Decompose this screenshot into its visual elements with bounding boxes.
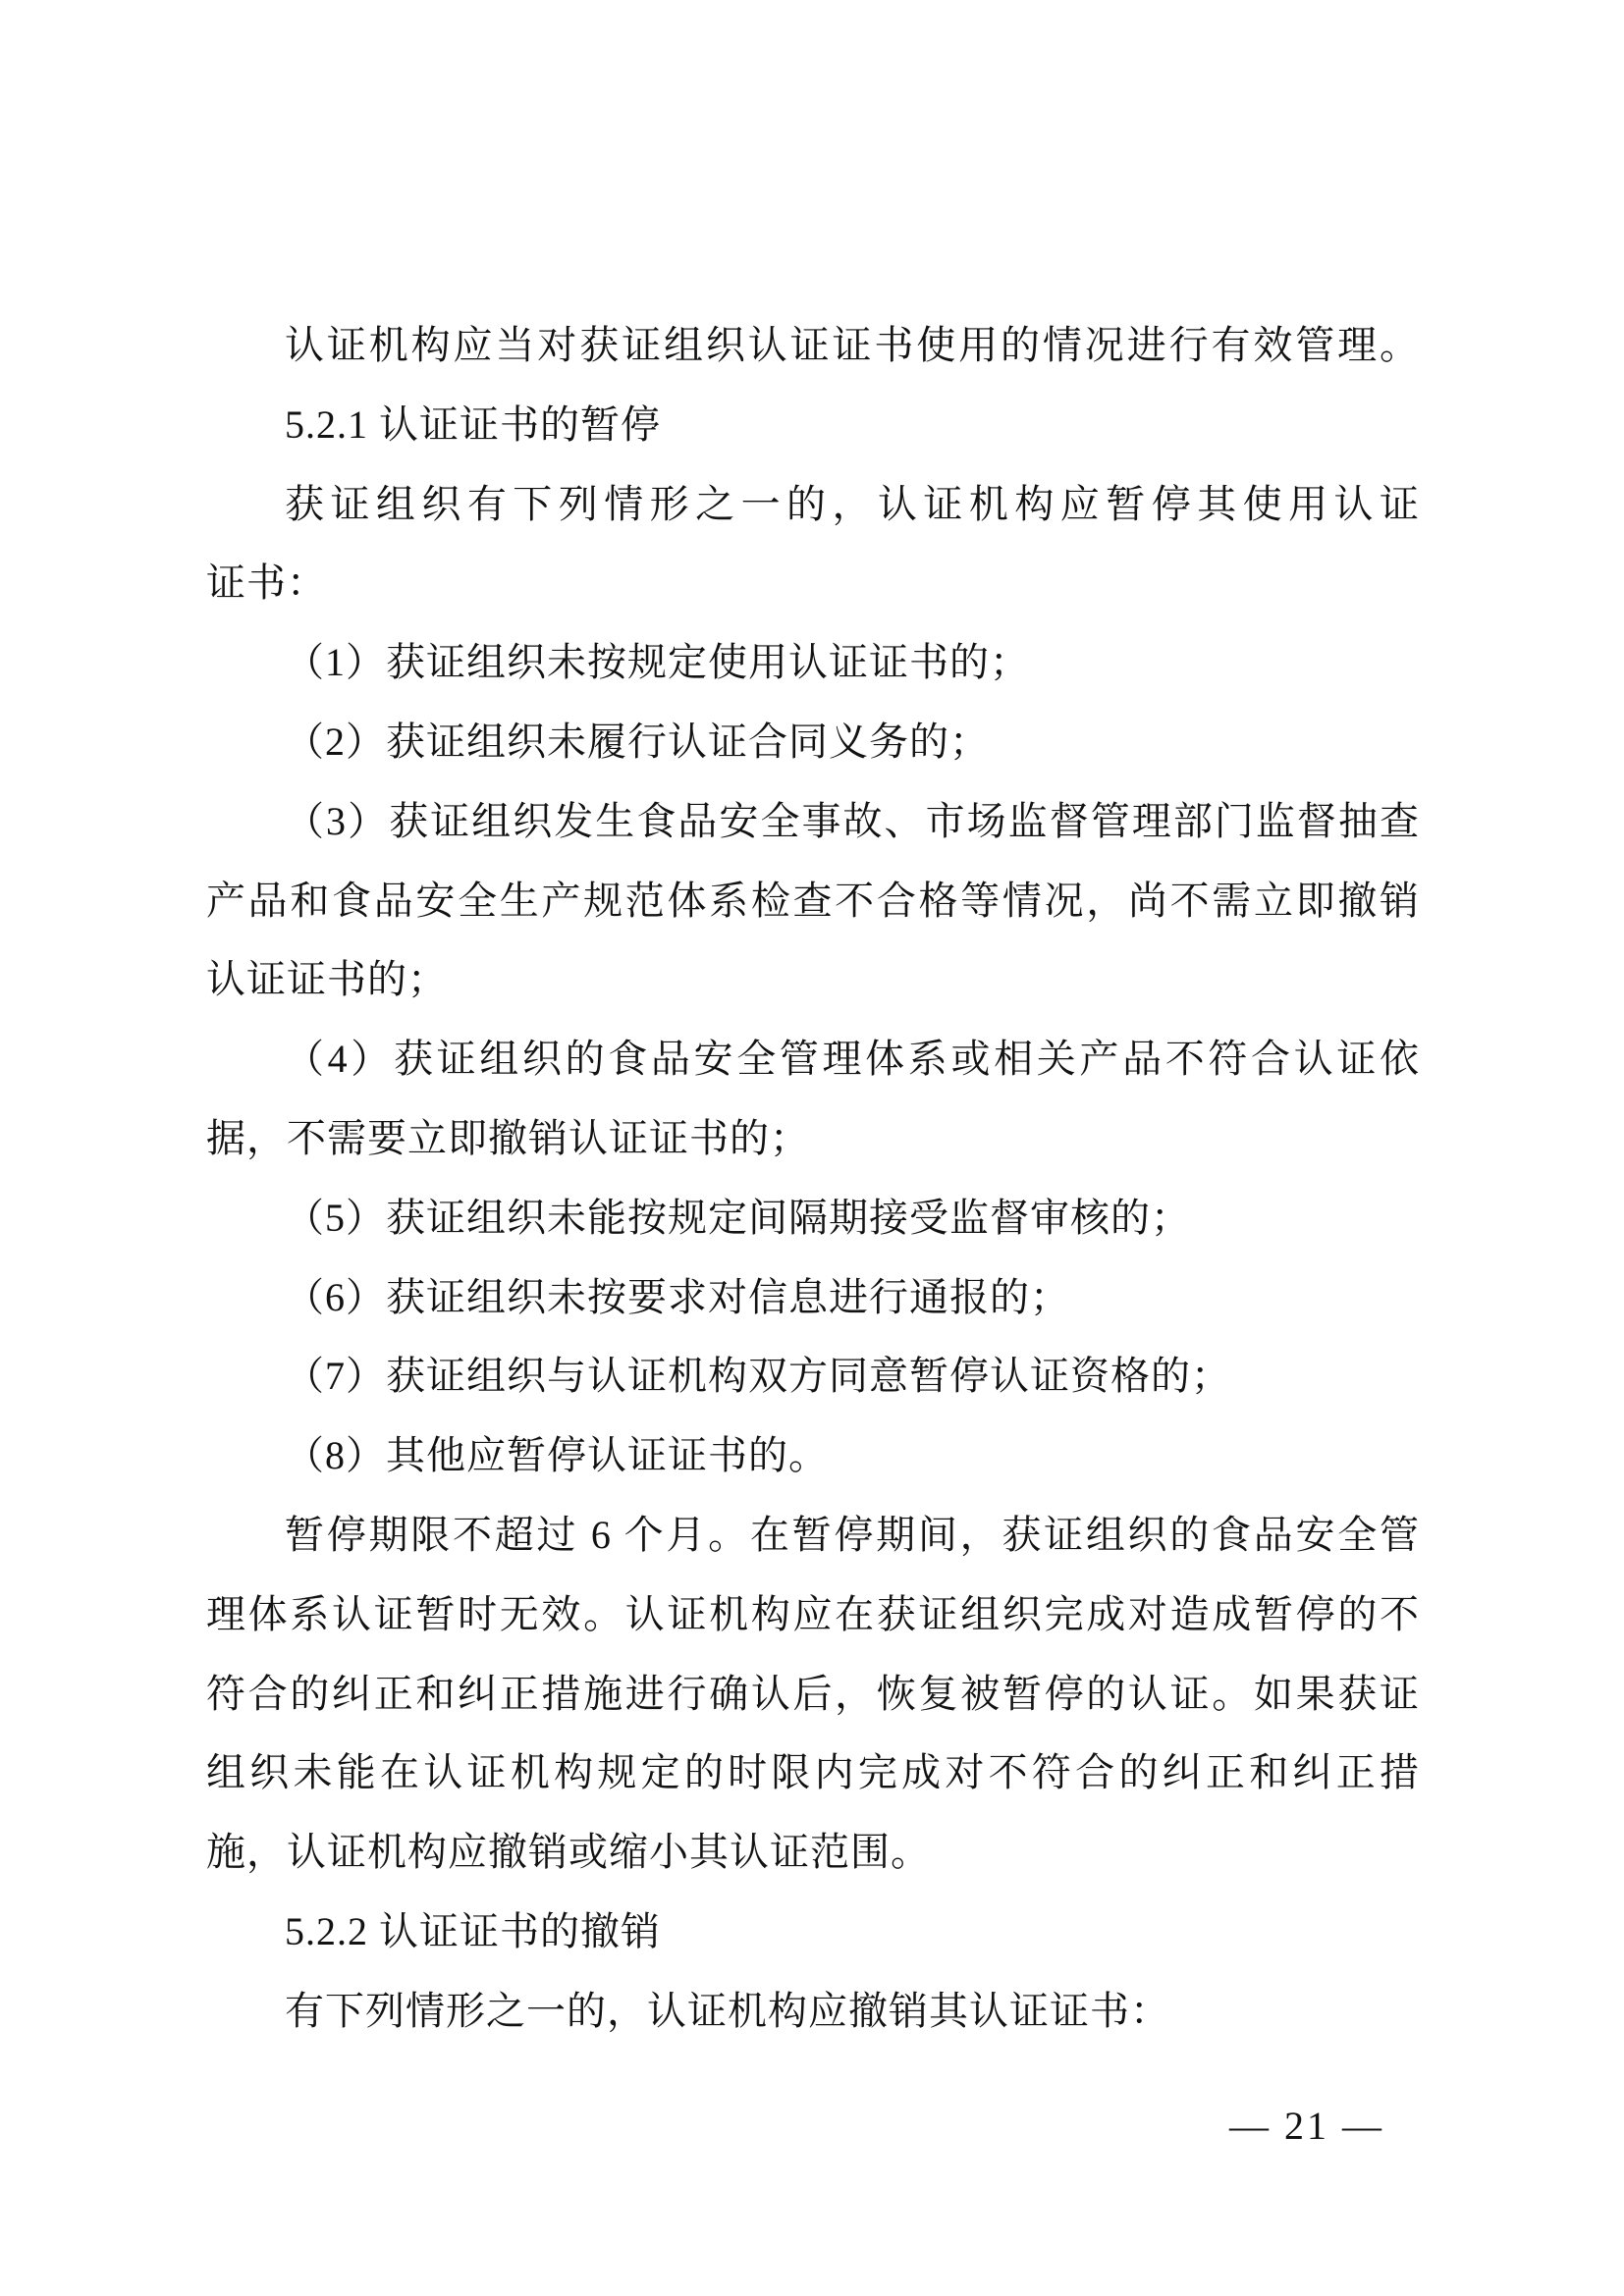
text-line: 暂停期限不超过 6 个月。在暂停期间，获证组织的食品安全管 (285, 1512, 1420, 1557)
list-item-7: （7）获证组织与认证机构双方同意暂停认证资格的； (285, 1354, 1231, 1399)
text-line: 认证机构应当对获证组织认证证书使用的情况进行有效管理。 (285, 323, 1420, 367)
list-item-4: （4）获证组织的食品安全管理体系或相关产品不符合认证依 (285, 1037, 1420, 1082)
text-line: 获证组织有下列情形之一的，认证机构应暂停其使用认证 (285, 481, 1420, 526)
text-line: 施，认证机构应撤销或缩小其认证范围。 (206, 1830, 931, 1875)
list-item-2: （2）获证组织未履行认证合同义务的； (285, 719, 990, 764)
text-line: 理体系认证暂时无效。认证机构应在获证组织完成对造成暂停的不 (206, 1591, 1420, 1636)
section-heading-5-2-1: 5.2.1 认证证书的暂停 (285, 401, 661, 447)
text-line: 产品和食品安全生产规范体系检查不合格等情况，尚不需立即撤销 (206, 878, 1420, 923)
section-heading-5-2-2: 5.2.2 认证证书的撤销 (285, 1908, 661, 1953)
text-line: 组织未能在认证机构规定的时限内完成对不符合的纠正和纠正措 (206, 1750, 1420, 1795)
text-line: 符合的纠正和纠正措施进行确认后，恢复被暂停的认证。如果获证 (206, 1671, 1420, 1716)
text-line: 据，不需要立即撤销认证证书的； (206, 1115, 810, 1160)
text-line: 认证证书的； (206, 957, 448, 1002)
document-body (206, 306, 1420, 2052)
list-item-1: （1）获证组织未按规定使用认证证书的； (285, 640, 1030, 685)
text-line: 证书： (206, 561, 327, 606)
text-line: 有下列情形之一的，认证机构应撤销其认证证书： (285, 1988, 1170, 2033)
page-number: — 21 — (1229, 2104, 1384, 2148)
list-item-6: （6）获证组织未按要求对信息进行通报的； (285, 1274, 1070, 1319)
list-item-3: （3）获证组织发生食品安全事故、市场监督管理部门监督抽查 (285, 798, 1420, 843)
list-item-8: （8）其他应暂停认证证书的。 (285, 1433, 829, 1478)
list-item-5: （5）获证组织未能按规定间隔期接受监督审核的； (285, 1195, 1191, 1240)
